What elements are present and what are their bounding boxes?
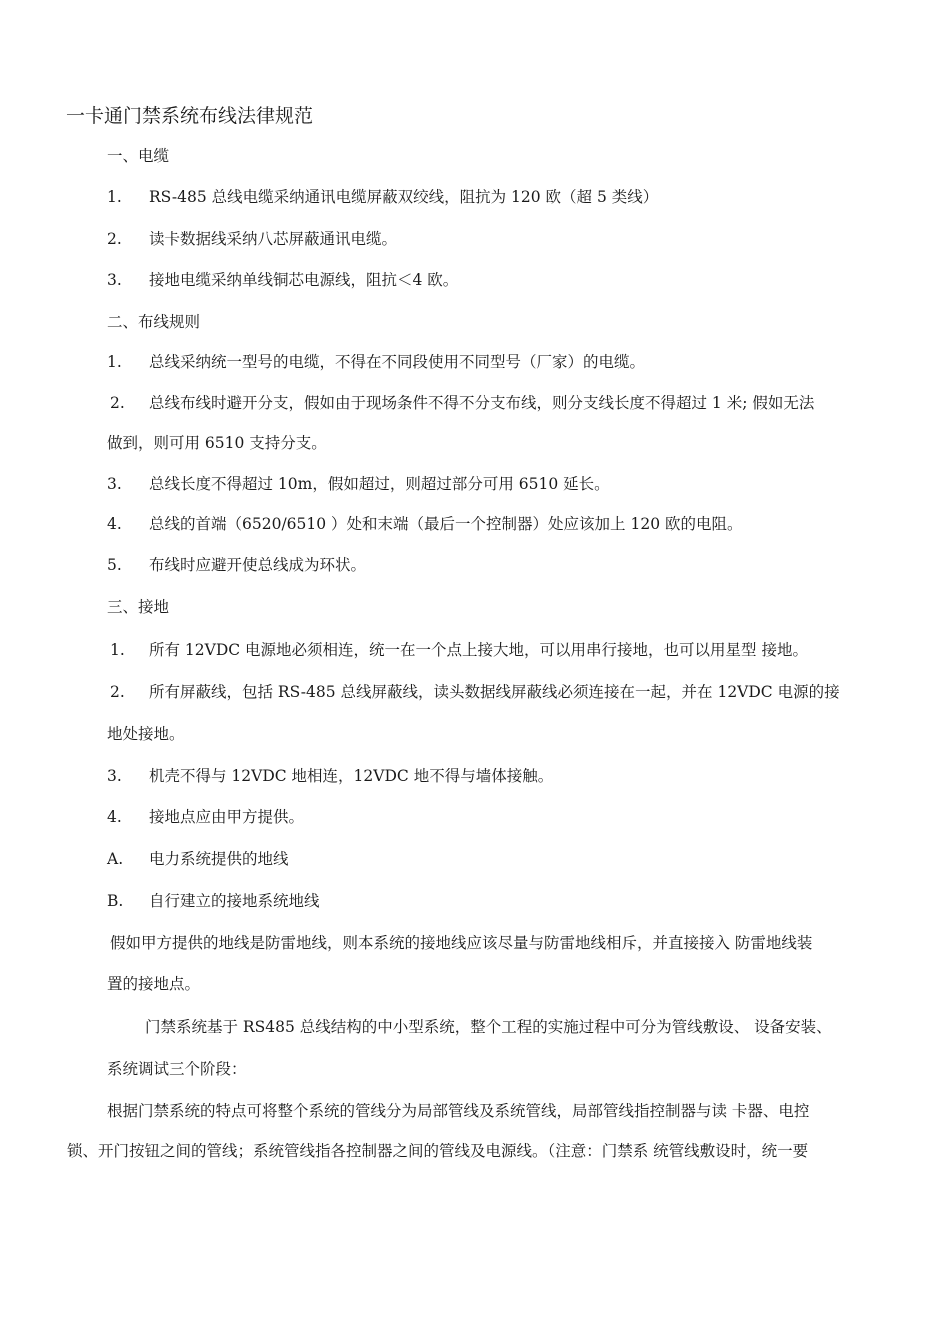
item-number: 3.: [107, 271, 122, 289]
list-item: [107, 187, 658, 207]
list-item: [107, 229, 397, 249]
list-item: [110, 640, 808, 660]
item-number: 2.: [110, 683, 125, 701]
item-text: RS-485 总线电缆采纳通讯电缆屏蔽双绞线，阻抗为 120 欧（超 5 类线）: [149, 188, 659, 206]
item-text: 读卡数据线采纳八芯屏蔽通讯电缆。: [149, 230, 398, 248]
section-heading-wiring: 二、布线规则: [107, 313, 201, 331]
list-item-continuation: 地处接地。: [107, 725, 185, 743]
item-text: 接地点应由甲方提供。: [149, 808, 305, 826]
item-number: 2.: [107, 230, 122, 248]
section-heading-cable: 一、电缆: [107, 147, 170, 165]
item-number: 4.: [107, 515, 122, 533]
list-item: [110, 682, 840, 702]
list-item: [107, 807, 304, 827]
item-number: 2.: [110, 394, 125, 412]
list-item: [107, 555, 366, 575]
item-text: 自行建立的接地系统地线: [149, 892, 320, 910]
list-item: [107, 766, 553, 786]
list-item: [107, 474, 610, 494]
list-item: [107, 849, 289, 869]
item-number: 5.: [107, 556, 122, 574]
list-item: [107, 352, 645, 372]
item-text: 总线采纳统一型号的电缆，不得在不同段使用不同型号（厂家）的电缆。: [149, 353, 646, 371]
item-text: 接地电缆采纳单线铜芯电源线，阻抗＜4 欧。: [149, 271, 459, 289]
item-number: 4.: [107, 808, 122, 826]
item-number: 1.: [110, 641, 125, 659]
list-item: [107, 514, 742, 534]
item-number: 1.: [107, 188, 122, 206]
item-text: 总线长度不得超过 10m，假如超过，则超过部分可用 6510 延长。: [149, 475, 610, 493]
list-item: [107, 270, 458, 290]
paragraph-lightning-line1: 假如甲方提供的地线是防雷地线，则本系统的接地线应该尽量与防雷地线相斥，并直接接入 防雷地线装: [110, 934, 813, 952]
page-title: 一卡通门禁系统布线法律规范: [66, 105, 314, 127]
paragraph-pipes-line2: 锁、开门按钮之间的管线；系统管线指各控制器之间的管线及电源线。（注意：门禁系 统管线敷设时，统一要: [67, 1142, 809, 1160]
item-text: 所有 12VDC 电源地必须相连，统一在一个点上接大地，可以用串行接地，也可以用星型 接地。: [149, 641, 808, 659]
item-text: 电力系统提供的地线: [149, 850, 289, 868]
paragraph-stages-line1: 门禁系统基于 RS485 总线结构的中小型系统，整个工程的实施过程中可分为管线敷设、 设备安装、: [145, 1018, 832, 1036]
paragraph-lightning-line2: 置的接地点。: [107, 975, 201, 993]
item-text: 所有屏蔽线，包括 RS-485 总线屏蔽线，读头数据线屏蔽线必须连接在一起，并在 12VDC 电源的接: [149, 683, 840, 701]
item-number: B.: [107, 892, 124, 910]
item-text: 总线的首端（6520/6510 ）处和末端（最后一个控制器）处应该加上 120 欧的电阻。: [149, 515, 743, 533]
item-text: 机壳不得与 12VDC 地相连，12VDC 地不得与墙体接触。: [149, 767, 554, 785]
item-text: 布线时应避开使总线成为环状。: [149, 556, 367, 574]
section-heading-ground: 三、接地: [107, 598, 170, 616]
item-number: A.: [107, 850, 124, 868]
item-number: 3.: [107, 475, 122, 493]
item-text: 总线布线时避开分支，假如由于现场条件不得不分支布线，则分支线长度不得超过 1 米; 假如无法: [149, 394, 815, 412]
list-item-continuation: 做到，则可用 6510 支持分支。: [107, 434, 327, 452]
item-number: 3.: [107, 767, 122, 785]
list-item: [110, 393, 814, 413]
paragraph-stages-line2: 系统调试三个阶段：: [107, 1060, 247, 1078]
item-number: 1.: [107, 353, 122, 371]
paragraph-pipes-line1: 根据门禁系统的特点可将整个系统的管线分为局部管线及系统管线，局部管线指控制器与读 卡器、电控: [107, 1102, 810, 1120]
list-item: [107, 891, 320, 911]
